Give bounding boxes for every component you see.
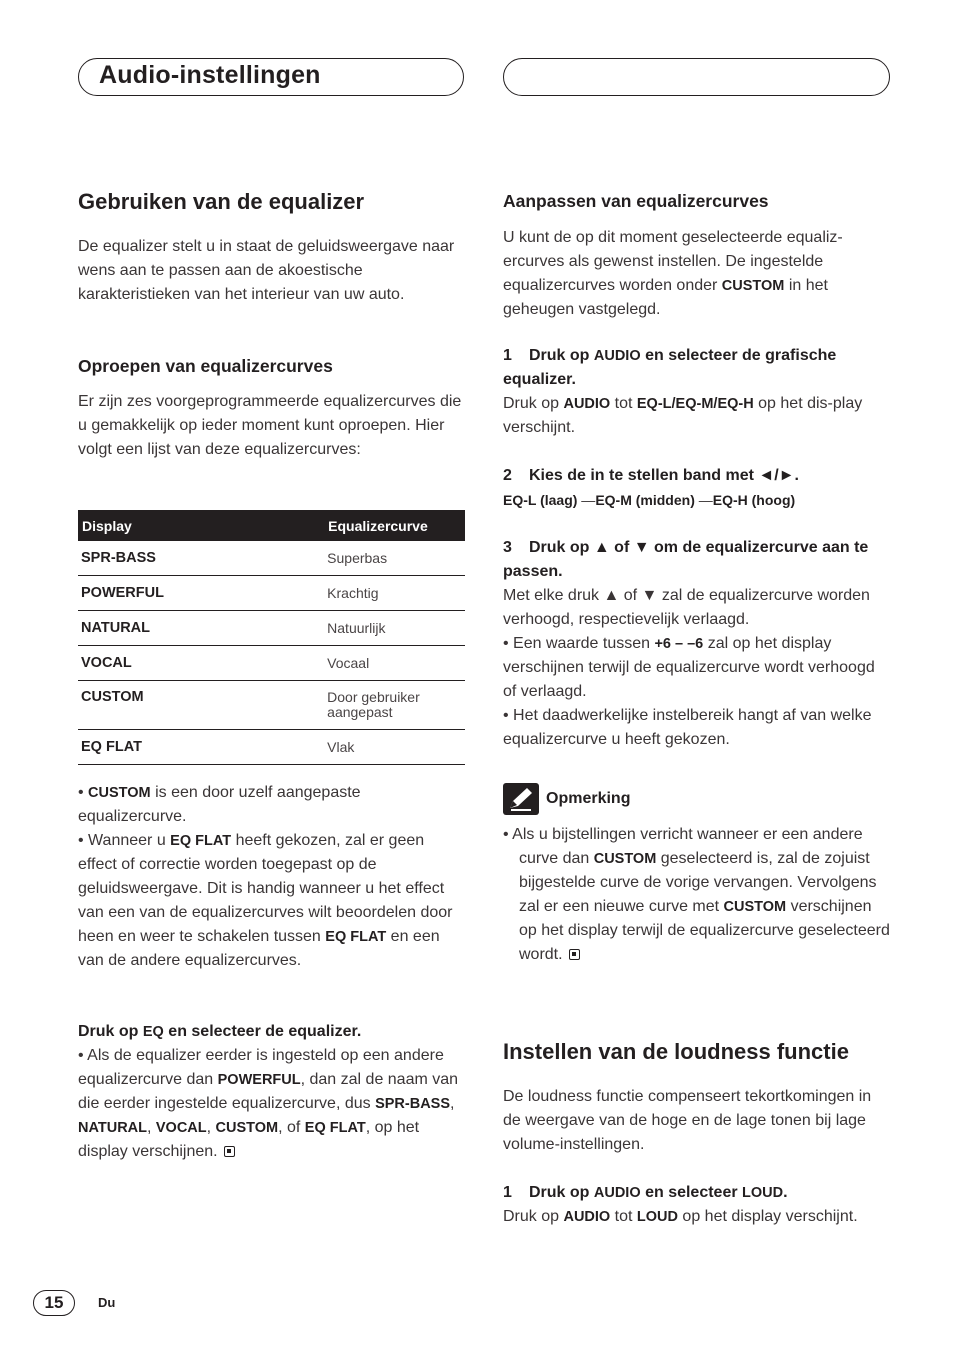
table-cell-display: CUSTOM (78, 681, 324, 730)
bullet-previous-curve: • Als de equalizer eerder is ingesteld op een andere equalizercurve dan POWERFUL, dan zal de naam van die eerder ingestelde equalizercurve, dus SPR-BASS, NATURAL, VOCAL, CUSTOM, of EQ FLAT, op het display verschijnen. (78, 1047, 459, 1160)
loudness-step-1-heading: 1 Druk op AUDIO en selecteer LOUD. (503, 1184, 788, 1201)
loudness-intro: De loudness functie compenseert tekortkomingen in de weergave van de hoge en de lage tonen bij lage volume-instellingen. (503, 1088, 872, 1153)
table-cell-display: POWERFUL (78, 576, 324, 611)
step-3-bullet-range: • Een waarde tussen +6 – –6 zal op het display verschijnen terwijl de equalizercurve wordt verhoogd of verlaagd. (503, 635, 875, 700)
step-3-bullet-actual: • Het daadwerkelijke instelbereik hangt af van welke equalizercurve u heeft gekozen. (503, 707, 872, 748)
header-empty-box (503, 58, 890, 96)
table-cell-curve: Natuurlijk (324, 611, 465, 646)
page-number: 15 (33, 1290, 75, 1316)
adjust-intro: U kunt de op dit moment geselecteerde equaliz-ercurves als gewenst instellen. De ingestelde equalizercurves worden onder CUSTOM in het geheugen vastgelegd. (503, 229, 843, 318)
table-row (78, 611, 465, 646)
step-3-heading: 3 Druk op ▲ of ▼ om de equalizercurve aan te passen. (503, 539, 869, 580)
equalizer-table (78, 510, 465, 765)
recall-intro: Er zijn zes voorgeprogrammeerde equalizercurves die u gemakkelijk op ieder moment kunt oproepen. Hier volgt een lijst van deze equalizercurves: (78, 393, 462, 458)
step-2-bands: EQ-L (laag) —EQ-M (midden) —EQ-H (hoog) (503, 492, 796, 508)
table-row (78, 576, 465, 611)
table-cell-display: NATURAL (78, 611, 324, 646)
header-title-box (78, 58, 464, 96)
table-cell-curve: Krachtig (324, 576, 465, 611)
table-row (78, 646, 465, 681)
instruction-press-eq: Druk op EQ en selecteer de equalizer. (78, 1023, 362, 1040)
step-1-body: Druk op AUDIO tot EQ-L/EQ-M/EQ-H op het dis-play verschijnt. (503, 395, 863, 436)
note-title: Opmerking (546, 790, 631, 807)
table-row (78, 541, 465, 576)
table-cell-display: SPR-BASS (78, 541, 324, 576)
table-cell-display: VOCAL (78, 646, 324, 681)
note-pencil-icon (503, 783, 539, 815)
table-row (78, 730, 465, 765)
table-header-curve: Equalizercurve (324, 510, 465, 541)
end-mark-icon (224, 1146, 235, 1157)
note-body: • Als u bijstellingen verricht wanneer er een andere curve dan CUSTOM geselecteerd is, zal de zojuist bijgestelde curve de vorige vervangen. Vervolgens zal er een nieuwe curve met CUSTOM verschijnen op het display terwijl de equalizercurve geselecteerd wordt. (503, 826, 890, 963)
table-cell-curve: Superbas (324, 541, 465, 576)
section-title-loudness: Instellen van de loudness functie (503, 1039, 849, 1064)
table-row (78, 681, 465, 730)
step-2-heading: 2 Kies de in te stellen band met ◄/►. (503, 467, 799, 484)
bullet-eq-flat: • Wanneer u EQ FLAT heeft gekozen, zal er geen effect of correctie worden toegepast op de geluidsweergave. Dit is handig wanneer u het effect van een van de equalizercurves wilt beoordelen door heen en weer te schakelen tussen EQ FLAT en een van de andere equalizercurves. (78, 832, 453, 969)
table-cell-curve: Door gebruiker aangepast (324, 681, 465, 730)
section-title-equalizer: Gebruiken van de equalizer (78, 189, 365, 214)
section-title-adjust: Aanpassen van equalizercurves (503, 191, 769, 211)
table-header-row (78, 510, 465, 541)
equalizer-intro: De equalizer stelt u in staat de geluidsweergave naar wens aan te passen aan de akoestische karakteristieken van het interieur van uw auto. (78, 238, 455, 303)
step-3-body: Met elke druk ▲ of ▼ zal de equalizercurve worden verhoogd, respectievelijk verlaagd. (503, 587, 870, 628)
bullet-custom: • CUSTOM is een door uzelf aangepaste equalizercurve. (78, 784, 361, 825)
loudness-step-1-body: Druk op AUDIO tot LOUD op het display verschijnt. (503, 1208, 858, 1225)
end-mark-icon (569, 949, 580, 960)
table-cell-curve: Vocaal (324, 646, 465, 681)
table-cell-display: EQ FLAT (78, 730, 324, 765)
section-title-recall: Oproepen van equalizercurves (78, 356, 333, 376)
page-title: Audio-instellingen (99, 61, 321, 89)
table-header-display: Display (78, 510, 324, 541)
step-1-heading: 1 Druk op AUDIO en selecteer de grafische equalizer. (503, 347, 837, 388)
table-cell-curve: Vlak (324, 730, 465, 765)
language-code: Du (98, 1295, 116, 1310)
